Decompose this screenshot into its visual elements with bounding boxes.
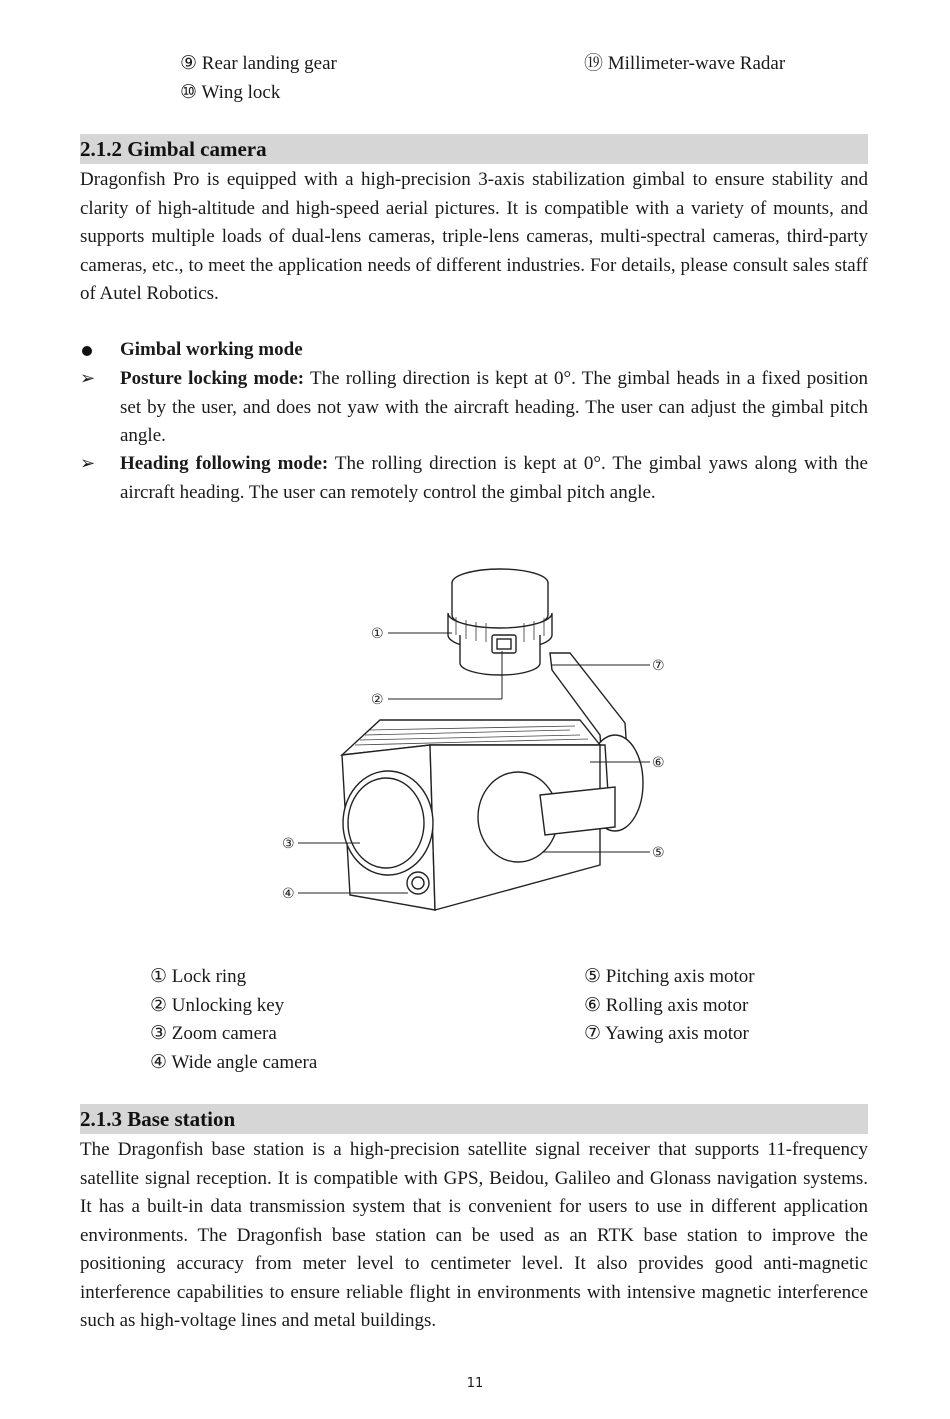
mode-label: Posture locking mode: <box>120 368 305 389</box>
mode-description: The rolling direction is kept at 0°. The gimbal yaws along with the aircraft heading. The user can remotely control the gimbal pitch angle. <box>120 453 868 503</box>
legend-wide-angle-camera: ④ Wide angle camera <box>150 1052 318 1073</box>
section-header-base-station <box>80 1104 868 1134</box>
list-item-wing-lock: ⑩ Wing lock <box>180 82 281 103</box>
bullet-heading-text: Gimbal working mode <box>120 339 303 360</box>
legend-rolling-axis-motor: ⑥ Rolling axis motor <box>584 995 749 1016</box>
legend-pitching-axis-motor: ⑤ Pitching axis motor <box>584 966 755 987</box>
section-title: 2.1.3 Base station <box>80 1107 236 1131</box>
callout-6: ⑥ <box>652 755 665 771</box>
bullet-dot-icon <box>82 346 92 356</box>
mode-label: Heading following mode: <box>120 453 329 474</box>
list-item-radar: ⑲ Millimeter-wave Radar <box>584 53 786 74</box>
callout-4: ④ <box>282 886 295 902</box>
callout-3: ③ <box>282 836 295 852</box>
gimbal-paragraph: Dragonfish Pro is equipped with a high-precision 3-axis stabilization gimbal to ensure stability and clarity of high-altitude and high-speed aerial pictures. It is compatible with a variety of mounts, and supports multiple loads of dual-lens cameras, triple-lens cameras, multi-spectral cameras, third-party cameras, etc., to meet the application needs of different industries. For details, please consult sales staff of Autel Robotics. <box>80 169 868 304</box>
gimbal-camera-diagram <box>270 555 690 920</box>
mode-text <box>120 365 868 451</box>
base-station-paragraph: The Dragonfish base station is a high-precision satellite signal receiver that supports 11-frequency satellite signal reception. It is compatible with GPS, Beidou, Galileo and Glonass navigation systems. It has a built-in data transmission system that is convenient for users to use in different application environments. The Dragonfish base station can be used as an RTK base station to improve the positioning accuracy from meter level to centimeter level. It also provides good anti-magnetic interference capabilities to ensure reliable flight in environments with intensive magnetic interference such as high-voltage lines and metal buildings. <box>80 1139 868 1331</box>
callout-5: ⑤ <box>652 845 665 861</box>
section-title: 2.1.2 Gimbal camera <box>80 137 267 161</box>
arrow-bullet-icon: ➢ <box>80 368 96 389</box>
callout-7: ⑦ <box>652 658 665 674</box>
legend-unlocking-key: ② Unlocking key <box>150 995 285 1016</box>
mode-description: The rolling direction is kept at 0°. The gimbal heads in a fixed position set by the user, and does not yaw with the aircraft heading. The user can adjust the gimbal pitch angle. <box>120 368 868 446</box>
list-item-rear-landing-gear: ⑨ Rear landing gear <box>180 53 337 74</box>
callout-1: ① <box>371 626 384 642</box>
legend-lock-ring: ① Lock ring <box>150 966 247 987</box>
section-header-gimbal <box>80 134 868 164</box>
legend-yawing-axis-motor: ⑦ Yawing axis motor <box>584 1023 749 1044</box>
page-number: 11 <box>466 1376 484 1391</box>
mode-text <box>120 450 868 507</box>
arrow-bullet-icon: ➢ <box>80 453 96 474</box>
callout-2: ② <box>371 692 384 708</box>
legend-zoom-camera: ③ Zoom camera <box>150 1023 277 1044</box>
